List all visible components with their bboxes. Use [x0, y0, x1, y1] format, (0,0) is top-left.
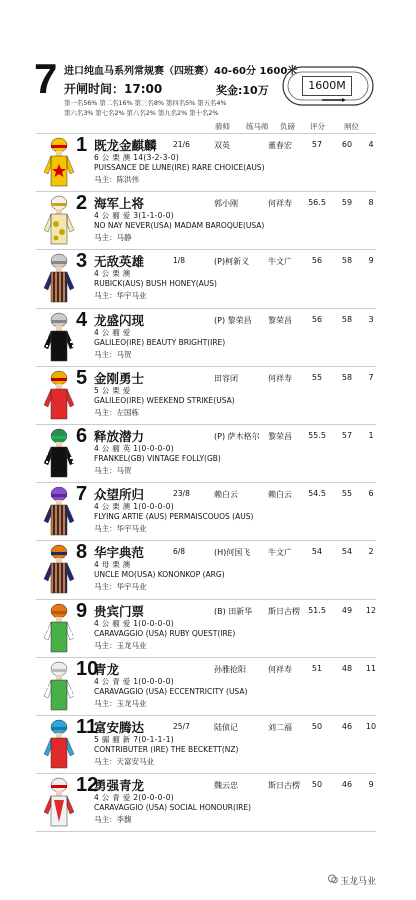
horse-name: 龙盛闪现 [94, 312, 145, 328]
horse-owner: 马主：左国栋 [94, 407, 139, 417]
horse-name: 华宇典范 [94, 545, 145, 561]
horse-pedigree: PUISSANCE DE LUNE(IRE) RARE CHOICE(AUS) [94, 163, 265, 172]
horse-jockey: 魏云忠 [214, 781, 238, 791]
jockey-silks-icon [42, 194, 76, 246]
horse-weight: 55.5 [308, 431, 326, 440]
prize-amount: 奖金:10万 [216, 84, 269, 97]
horse-owner: 马主：玉龙马业 [94, 640, 147, 650]
horse-score: 55 [341, 489, 353, 499]
horse-row [36, 309, 376, 367]
horse-jockey: 赖白云 [214, 490, 238, 500]
jockey-silks-icon [42, 311, 76, 363]
open-time: 开闸时间：17:00 [64, 82, 163, 96]
horse-pedigree: CONTRIBUTER (IRE) THE BECKETT(NZ) [94, 745, 239, 754]
horse-row [36, 367, 376, 425]
horse-name: 海军上将 [94, 196, 145, 212]
horse-pedigree: UNCLE MO(USA) KONONKOP (ARG) [94, 570, 225, 580]
jockey-silks-icon [42, 252, 76, 304]
race-number: 7 [34, 55, 58, 102]
horse-number: 8 [76, 541, 88, 564]
horse-gate: 9 [368, 256, 374, 266]
horse-name: 勇强青龙 [94, 778, 145, 794]
horse-number: 5 [76, 366, 88, 389]
horse-number: 9 [76, 599, 88, 622]
jockey-silks-icon [42, 602, 76, 654]
column-gate: 闸位 [344, 122, 359, 131]
horse-pedigree: CARAVAGGIO (USA) ECCENTRICITY (USA) [94, 686, 248, 696]
jockey-silks-icon [42, 485, 76, 537]
horse-trainer: 斯日古楞 [268, 606, 300, 616]
horse-pedigree: GALILEO(IRE) WEEKEND STRIKE(USA) [94, 395, 235, 405]
horse-pedigree: CARAVAGGIO (USA) SOCIAL HONOUR(IRE) [94, 803, 252, 813]
horse-row [36, 192, 376, 250]
horse-score: 49 [341, 605, 353, 615]
horse-score: 46 [341, 722, 353, 731]
horse-info: 5 公 栗 爱 [94, 385, 131, 395]
horse-gate: 12 [365, 605, 377, 615]
horse-jockey: (P) 黎荣昌 [214, 315, 252, 325]
horse-pedigree: RUBICK(AUS) BUSH HONEY(AUS) [94, 279, 217, 289]
horse-row [36, 716, 376, 774]
horse-trainer: 黎荣昌 [268, 432, 292, 441]
horse-number: 4 [76, 308, 88, 331]
jockey-silks-icon [42, 718, 76, 770]
prize-split-line-1: 第一名56% 第二名16% 第三名8% 第四名5% 第五名4% [64, 99, 227, 107]
horse-weight: 56 [311, 256, 323, 266]
horse-jockey: (P)柯新义 [214, 257, 250, 267]
horse-jockey: 陆侦记 [214, 723, 238, 732]
horse-number: 2 [76, 192, 88, 215]
race-title: 进口纯血马系列常规赛（四班赛）40-60分 1600米 [64, 66, 298, 77]
jockey-silks-icon [42, 776, 76, 828]
horse-gate: 8 [368, 198, 374, 208]
horse-score: 58 [341, 372, 353, 382]
horse-rest-days: 1/8 [173, 256, 186, 266]
horse-number: 12 [76, 774, 99, 797]
horse-jockey: (P) 萨木格尔 [214, 432, 260, 441]
horse-weight: 51.5 [308, 605, 326, 615]
horse-weight: 55 [311, 372, 323, 382]
horse-trainer: 牛文广 [268, 548, 292, 558]
horse-info: 4 公 栗 澳 1(0-0-0-0) [94, 502, 175, 512]
horse-info: 4 公 骝 爱 [94, 327, 131, 337]
horse-owner: 马主：华宇马业 [94, 582, 147, 592]
horse-weight: 57 [311, 140, 323, 149]
horse-gate: 10 [365, 722, 377, 731]
horse-number: 3 [76, 250, 88, 273]
horse-info: 4 公 青 爱 1(0-0-0-0) [94, 676, 175, 686]
horse-score: 58 [341, 256, 353, 266]
column-jockey: 骑师 [215, 122, 230, 131]
track-diagram [282, 66, 374, 106]
horse-weight: 54 [311, 547, 323, 557]
horse-trainer: 牛文广 [268, 257, 292, 267]
horse-gate: 9 [368, 780, 374, 790]
horse-name: 众望所归 [94, 487, 145, 503]
horse-owner: 马主：马贺 [94, 349, 132, 359]
horse-trainer: 斯日古楞 [268, 781, 300, 791]
column-score: 评分 [310, 122, 325, 131]
jockey-silks-icon [42, 543, 76, 595]
horse-rest-days: 6/8 [173, 547, 186, 557]
horse-score: 60 [341, 140, 353, 149]
horse-owner: 马主：玉龙马业 [94, 698, 147, 708]
horse-row [36, 774, 376, 832]
horse-name: 金刚勇士 [94, 370, 145, 386]
horse-weight: 50 [311, 780, 323, 790]
horse-number: 7 [76, 483, 88, 506]
horse-owner: 马主：华宇马业 [94, 524, 147, 534]
horse-trainer: 何祥寿 [268, 373, 292, 383]
horse-gate: 11 [365, 663, 377, 673]
horse-row [36, 541, 376, 599]
horse-info: 4 母 栗 澳 [94, 560, 131, 570]
horse-score: 58 [341, 314, 353, 324]
horse-pedigree: FRANKEL(GB) VINTAGE FOLLY(GB) [94, 454, 221, 463]
horse-info: 4 公 骝 英 1(0-0-0-0) [94, 444, 175, 453]
horse-name: 富安腾达 [94, 720, 145, 735]
column-rating: 负磅 [280, 122, 295, 131]
horse-jockey: (B) 田新华 [214, 606, 253, 616]
horse-gate: 1 [368, 431, 374, 440]
horse-rest-days: 21/6 [173, 140, 190, 149]
distance-badge: 1600M [302, 76, 352, 96]
horse-score: 59 [341, 198, 353, 208]
horse-owner: 马主：马静 [94, 233, 132, 243]
horse-gate: 6 [368, 489, 374, 499]
horse-number: 11 [76, 716, 98, 738]
horse-score: 54 [341, 547, 353, 557]
horse-trainer: 黎荣昌 [268, 315, 292, 325]
column-trainer: 练马师 [246, 122, 269, 131]
horse-name: 贵宾门票 [94, 603, 145, 619]
horse-weight: 50 [311, 722, 323, 731]
horse-row [36, 483, 376, 541]
horse-pedigree: GALILEO(IRE) BEAUTY BRIGHT(IRE) [94, 337, 226, 347]
horse-gate: 4 [368, 140, 374, 149]
horse-pedigree: CARAVAGGIO (USA) RUBY QUEST(IRE) [94, 628, 236, 638]
horse-number: 10 [76, 657, 99, 680]
jockey-silks-icon [42, 427, 76, 479]
horse-weight: 56 [311, 314, 323, 324]
jockey-silks-icon [42, 136, 76, 188]
horse-pedigree: FLYING ARTIE (AUS) PERMAISCOUOS (AUS) [94, 512, 254, 522]
horse-name: 青龙 [94, 661, 120, 677]
horse-trainer: 何祥寿 [268, 199, 292, 209]
horse-weight: 51 [311, 663, 323, 673]
horse-info: 6 公 栗 澳 14(3-2-3-0) [94, 153, 180, 162]
horse-jockey: 郭小刚 [214, 199, 238, 209]
footer-brand: 玉龙马业 [340, 877, 377, 887]
horse-owner: 马主：天富安马业 [94, 757, 154, 766]
horse-weight: 54.5 [308, 489, 326, 499]
horse-score: 57 [341, 431, 353, 440]
horse-gate: 2 [368, 547, 374, 557]
race-header [0, 0, 416, 122]
horse-owner: 马主：马贺 [94, 466, 132, 475]
horse-trainer: 董春宏 [268, 141, 292, 150]
horse-info: 4 公 栗 澳 [94, 269, 131, 279]
horse-trainer: 赖白云 [268, 490, 292, 500]
wechat-icon [328, 874, 338, 884]
horse-gate: 3 [368, 314, 374, 324]
horse-pedigree: NO NAY NEVER(USA) MADAM BAROQUE(USA) [94, 221, 265, 231]
horse-number: 1 [76, 134, 88, 156]
horse-rest-days: 23/8 [173, 489, 190, 499]
horse-score: 48 [341, 663, 353, 673]
horse-name: 无敌英雄 [94, 254, 145, 270]
horse-jockey: 田容闭 [214, 373, 238, 383]
horse-gate: 7 [368, 372, 374, 382]
horse-weight: 56.5 [308, 198, 326, 208]
prize-split-line-2: 第六名3% 第七名2% 第八名2% 第九名2% 第十名2% [64, 109, 219, 117]
jockey-silks-icon [42, 660, 76, 712]
horse-trainer: 何祥寿 [268, 664, 292, 674]
horse-row [36, 425, 376, 483]
horse-owner: 马主：华宇马业 [94, 291, 147, 301]
horse-score: 46 [341, 780, 353, 790]
horse-jockey: (H)何国飞 [214, 548, 251, 558]
horse-info: 5 骟 骝 新 7(0-1-1-1) [94, 735, 175, 744]
jockey-silks-icon [42, 369, 76, 421]
horse-info: 4 公 青 爱 2(0-0-0-0) [94, 793, 175, 803]
horse-number: 6 [76, 425, 88, 447]
horse-jockey: 孙雅抢阳 [214, 664, 246, 674]
horse-info: 4 公 骝 爱 3(1-1-0-0) [94, 211, 175, 221]
horse-row [36, 134, 376, 192]
horse-row [36, 600, 376, 658]
horse-owner: 马主：陈洪伟 [94, 175, 139, 184]
horse-name: 释放潜力 [94, 429, 145, 444]
horse-rest-days: 25/7 [173, 722, 190, 731]
horse-trainer: 刘二福 [268, 723, 292, 732]
horse-owner: 马主：李馥 [94, 815, 132, 825]
row-divider [36, 831, 376, 832]
horse-jockey: 双英 [214, 141, 230, 150]
horse-name: 既龙金麒麟 [94, 138, 157, 153]
horse-row [36, 658, 376, 716]
horse-row [36, 250, 376, 308]
horse-info: 4 公 骝 爱 1(0-0-0-0) [94, 618, 175, 628]
